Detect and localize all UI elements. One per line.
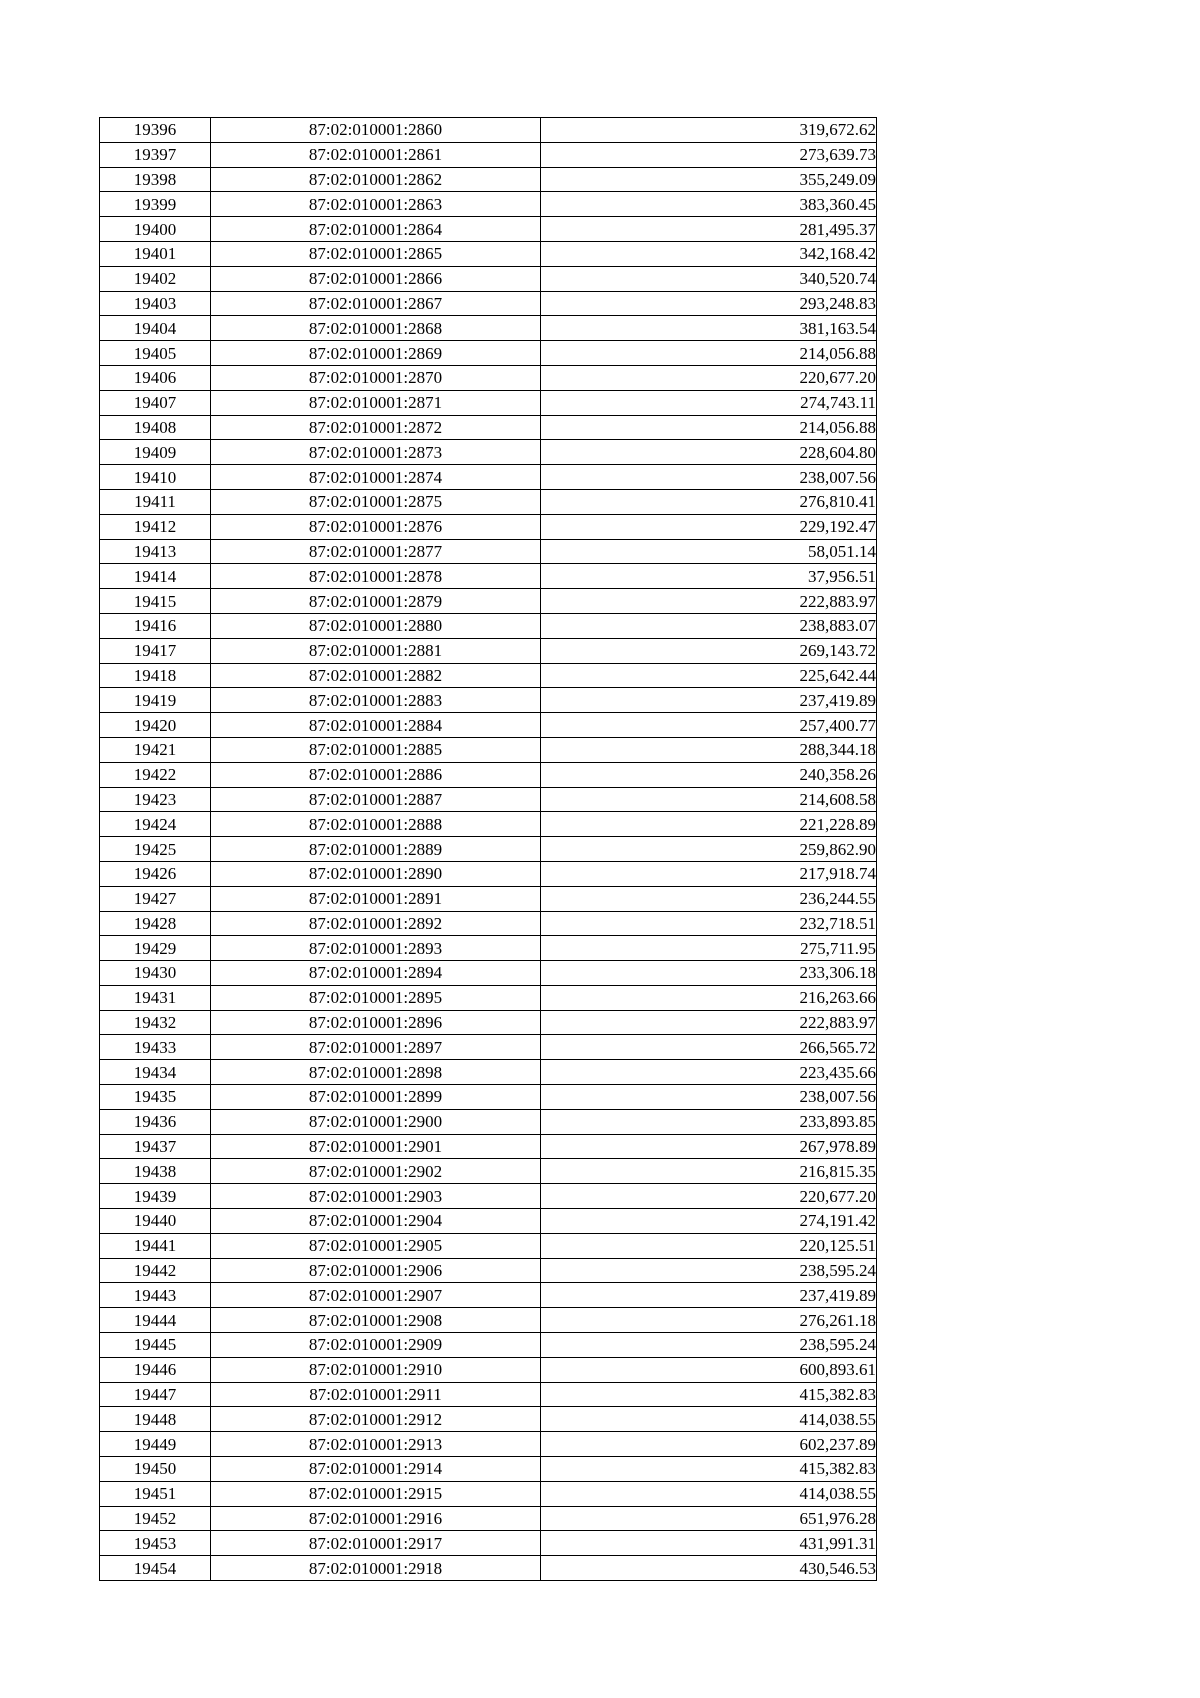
table-row [100,266,877,291]
cadastral-number-cell: 87:02:010001:2860 [211,118,541,143]
cadastral-value-cell: 233,306.18 [541,961,877,986]
cadastral-value-cell: 232,718.51 [541,911,877,936]
cadastral-number-cell: 87:02:010001:2865 [211,241,541,266]
cadastral-value-cell: 214,056.88 [541,341,877,366]
cadastral-value-cell: 267,978.89 [541,1134,877,1159]
cadastral-value-cell: 651,976.28 [541,1506,877,1531]
table-row [100,365,877,390]
cadastral-value-cell: 220,677.20 [541,365,877,390]
cadastral-value-table [99,117,877,1581]
row-number-cell: 19451 [100,1481,211,1506]
cadastral-value-cell: 217,918.74 [541,861,877,886]
cadastral-value-cell: 223,435.66 [541,1060,877,1085]
cadastral-number-cell: 87:02:010001:2862 [211,167,541,192]
table-row [100,316,877,341]
row-number-cell: 19453 [100,1531,211,1556]
table-row [100,1432,877,1457]
cadastral-value-cell: 228,604.80 [541,440,877,465]
row-number-cell: 19415 [100,589,211,614]
table-row [100,489,877,514]
cadastral-number-cell: 87:02:010001:2893 [211,936,541,961]
cadastral-number-cell: 87:02:010001:2892 [211,911,541,936]
cadastral-number-cell: 87:02:010001:2882 [211,663,541,688]
cadastral-value-cell: 222,883.97 [541,1010,877,1035]
cadastral-number-cell: 87:02:010001:2898 [211,1060,541,1085]
table-row [100,1060,877,1085]
row-number-cell: 19439 [100,1184,211,1209]
table-row [100,514,877,539]
cadastral-number-cell: 87:02:010001:2896 [211,1010,541,1035]
row-number-cell: 19443 [100,1283,211,1308]
row-number-cell: 19431 [100,985,211,1010]
cadastral-value-cell: 293,248.83 [541,291,877,316]
table-row [100,837,877,862]
table-row [100,1258,877,1283]
cadastral-value-cell: 237,419.89 [541,688,877,713]
row-number-cell: 19411 [100,489,211,514]
row-number-cell: 19452 [100,1506,211,1531]
row-number-cell: 19416 [100,613,211,638]
row-number-cell: 19401 [100,241,211,266]
cadastral-number-cell: 87:02:010001:2917 [211,1531,541,1556]
row-number-cell: 19410 [100,465,211,490]
table-row [100,1357,877,1382]
table-row [100,1035,877,1060]
row-number-cell: 19430 [100,961,211,986]
table-row [100,241,877,266]
cadastral-number-cell: 87:02:010001:2902 [211,1159,541,1184]
row-number-cell: 19422 [100,762,211,787]
row-number-cell: 19399 [100,192,211,217]
table-row [100,142,877,167]
table-row [100,713,877,738]
cadastral-number-cell: 87:02:010001:2891 [211,886,541,911]
cadastral-value-cell: 319,672.62 [541,118,877,143]
cadastral-number-cell: 87:02:010001:2863 [211,192,541,217]
cadastral-number-cell: 87:02:010001:2905 [211,1233,541,1258]
row-number-cell: 19448 [100,1407,211,1432]
cadastral-number-cell: 87:02:010001:2897 [211,1035,541,1060]
cadastral-number-cell: 87:02:010001:2914 [211,1457,541,1482]
cadastral-number-cell: 87:02:010001:2907 [211,1283,541,1308]
table-row [100,440,877,465]
table-row [100,1010,877,1035]
cadastral-number-cell: 87:02:010001:2867 [211,291,541,316]
cadastral-value-cell: 430,546.53 [541,1556,877,1581]
cadastral-number-cell: 87:02:010001:2872 [211,415,541,440]
row-number-cell: 19409 [100,440,211,465]
cadastral-number-cell: 87:02:010001:2866 [211,266,541,291]
cadastral-value-cell: 275,711.95 [541,936,877,961]
table-row [100,217,877,242]
table-row [100,663,877,688]
table-row [100,1556,877,1581]
cadastral-value-cell: 274,191.42 [541,1209,877,1234]
table-row [100,762,877,787]
row-number-cell: 19446 [100,1357,211,1382]
row-number-cell: 19419 [100,688,211,713]
cadastral-value-cell: 276,810.41 [541,489,877,514]
cadastral-number-cell: 87:02:010001:2910 [211,1357,541,1382]
row-number-cell: 19450 [100,1457,211,1482]
row-number-cell: 19442 [100,1258,211,1283]
row-number-cell: 19398 [100,167,211,192]
row-number-cell: 19445 [100,1333,211,1358]
table-row [100,341,877,366]
cadastral-number-cell: 87:02:010001:2880 [211,613,541,638]
cadastral-value-cell: 214,608.58 [541,787,877,812]
row-number-cell: 19423 [100,787,211,812]
table-row [100,861,877,886]
cadastral-number-cell: 87:02:010001:2877 [211,539,541,564]
cadastral-value-cell: 274,743.11 [541,390,877,415]
cadastral-value-cell: 281,495.37 [541,217,877,242]
row-number-cell: 19407 [100,390,211,415]
row-number-cell: 19397 [100,142,211,167]
row-number-cell: 19454 [100,1556,211,1581]
table-row [100,787,877,812]
table-row [100,1481,877,1506]
row-number-cell: 19435 [100,1085,211,1110]
cadastral-value-cell: 236,244.55 [541,886,877,911]
row-number-cell: 19408 [100,415,211,440]
table-row [100,1333,877,1358]
cadastral-number-cell: 87:02:010001:2899 [211,1085,541,1110]
cadastral-value-cell: 237,419.89 [541,1283,877,1308]
cadastral-number-cell: 87:02:010001:2890 [211,861,541,886]
table-row [100,638,877,663]
table-row [100,613,877,638]
table-row [100,961,877,986]
cadastral-number-cell: 87:02:010001:2900 [211,1109,541,1134]
cadastral-number-cell: 87:02:010001:2868 [211,316,541,341]
cadastral-value-cell: 229,192.47 [541,514,877,539]
cadastral-number-cell: 87:02:010001:2886 [211,762,541,787]
table-row [100,1233,877,1258]
row-number-cell: 19425 [100,837,211,862]
cadastral-value-cell: 225,642.44 [541,663,877,688]
cadastral-number-cell: 87:02:010001:2894 [211,961,541,986]
table-row [100,936,877,961]
cadastral-number-cell: 87:02:010001:2889 [211,837,541,862]
cadastral-value-cell: 216,815.35 [541,1159,877,1184]
table-body [100,118,877,1581]
cadastral-value-cell: 431,991.31 [541,1531,877,1556]
cadastral-number-cell: 87:02:010001:2901 [211,1134,541,1159]
cadastral-value-cell: 276,261.18 [541,1308,877,1333]
table-row [100,589,877,614]
row-number-cell: 19403 [100,291,211,316]
row-number-cell: 19417 [100,638,211,663]
table-row [100,1407,877,1432]
cadastral-value-cell: 340,520.74 [541,266,877,291]
cadastral-number-cell: 87:02:010001:2874 [211,465,541,490]
cadastral-number-cell: 87:02:010001:2888 [211,812,541,837]
cadastral-value-cell: 269,143.72 [541,638,877,663]
table-row [100,415,877,440]
row-number-cell: 19418 [100,663,211,688]
cadastral-number-cell: 87:02:010001:2869 [211,341,541,366]
table-row [100,167,877,192]
cadastral-number-cell: 87:02:010001:2876 [211,514,541,539]
cadastral-value-cell: 266,565.72 [541,1035,877,1060]
row-number-cell: 19406 [100,365,211,390]
cadastral-value-cell: 259,862.90 [541,837,877,862]
row-number-cell: 19432 [100,1010,211,1035]
cadastral-value-cell: 383,360.45 [541,192,877,217]
cadastral-value-cell: 381,163.54 [541,316,877,341]
cadastral-number-cell: 87:02:010001:2911 [211,1382,541,1407]
table-row [100,1085,877,1110]
row-number-cell: 19420 [100,713,211,738]
row-number-cell: 19402 [100,266,211,291]
cadastral-number-cell: 87:02:010001:2904 [211,1209,541,1234]
table-row [100,1134,877,1159]
cadastral-value-cell: 415,382.83 [541,1457,877,1482]
table-row [100,390,877,415]
row-number-cell: 19405 [100,341,211,366]
table-row [100,688,877,713]
row-number-cell: 19447 [100,1382,211,1407]
cadastral-number-cell: 87:02:010001:2883 [211,688,541,713]
cadastral-value-cell: 220,677.20 [541,1184,877,1209]
table-row [100,985,877,1010]
row-number-cell: 19436 [100,1109,211,1134]
cadastral-number-cell: 87:02:010001:2887 [211,787,541,812]
cadastral-value-cell: 355,249.09 [541,167,877,192]
table-row [100,812,877,837]
cadastral-value-cell: 602,237.89 [541,1432,877,1457]
row-number-cell: 19449 [100,1432,211,1457]
cadastral-number-cell: 87:02:010001:2879 [211,589,541,614]
cadastral-value-cell: 37,956.51 [541,564,877,589]
cadastral-number-cell: 87:02:010001:2864 [211,217,541,242]
row-number-cell: 19438 [100,1159,211,1184]
row-number-cell: 19441 [100,1233,211,1258]
row-number-cell: 19404 [100,316,211,341]
row-number-cell: 19429 [100,936,211,961]
table-row [100,1382,877,1407]
table-row [100,1184,877,1209]
cadastral-number-cell: 87:02:010001:2873 [211,440,541,465]
table-row [100,1308,877,1333]
table-row [100,1283,877,1308]
table-row [100,465,877,490]
table-row [100,291,877,316]
row-number-cell: 19428 [100,911,211,936]
cadastral-number-cell: 87:02:010001:2908 [211,1308,541,1333]
row-number-cell: 19440 [100,1209,211,1234]
cadastral-value-cell: 58,051.14 [541,539,877,564]
table-row [100,737,877,762]
table-row [100,911,877,936]
table-row [100,118,877,143]
cadastral-value-cell: 415,382.83 [541,1382,877,1407]
table-row [100,564,877,589]
table-row [100,1109,877,1134]
row-number-cell: 19412 [100,514,211,539]
row-number-cell: 19427 [100,886,211,911]
cadastral-value-cell: 220,125.51 [541,1233,877,1258]
table-row [100,886,877,911]
cadastral-number-cell: 87:02:010001:2916 [211,1506,541,1531]
cadastral-number-cell: 87:02:010001:2918 [211,1556,541,1581]
cadastral-number-cell: 87:02:010001:2870 [211,365,541,390]
row-number-cell: 19414 [100,564,211,589]
row-number-cell: 19434 [100,1060,211,1085]
cadastral-number-cell: 87:02:010001:2906 [211,1258,541,1283]
table-row [100,1209,877,1234]
cadastral-value-cell: 233,893.85 [541,1109,877,1134]
table-row [100,1457,877,1482]
table-row [100,1159,877,1184]
cadastral-number-cell: 87:02:010001:2885 [211,737,541,762]
table-row [100,192,877,217]
cadastral-value-cell: 222,883.97 [541,589,877,614]
cadastral-value-cell: 414,038.55 [541,1407,877,1432]
cadastral-number-cell: 87:02:010001:2909 [211,1333,541,1358]
cadastral-number-cell: 87:02:010001:2875 [211,489,541,514]
row-number-cell: 19444 [100,1308,211,1333]
row-number-cell: 19396 [100,118,211,143]
cadastral-number-cell: 87:02:010001:2871 [211,390,541,415]
cadastral-number-cell: 87:02:010001:2913 [211,1432,541,1457]
cadastral-number-cell: 87:02:010001:2884 [211,713,541,738]
cadastral-number-cell: 87:02:010001:2903 [211,1184,541,1209]
cadastral-value-cell: 221,228.89 [541,812,877,837]
cadastral-number-cell: 87:02:010001:2912 [211,1407,541,1432]
cadastral-value-cell: 273,639.73 [541,142,877,167]
cadastral-value-cell: 238,883.07 [541,613,877,638]
cadastral-value-cell: 238,595.24 [541,1258,877,1283]
cadastral-value-cell: 238,007.56 [541,465,877,490]
cadastral-number-cell: 87:02:010001:2881 [211,638,541,663]
row-number-cell: 19433 [100,1035,211,1060]
cadastral-number-cell: 87:02:010001:2878 [211,564,541,589]
row-number-cell: 19424 [100,812,211,837]
table-row [100,1506,877,1531]
row-number-cell: 19400 [100,217,211,242]
cadastral-value-cell: 238,007.56 [541,1085,877,1110]
cadastral-value-cell: 238,595.24 [541,1333,877,1358]
table-row [100,539,877,564]
cadastral-value-cell: 257,400.77 [541,713,877,738]
cadastral-number-cell: 87:02:010001:2895 [211,985,541,1010]
cadastral-value-cell: 342,168.42 [541,241,877,266]
row-number-cell: 19426 [100,861,211,886]
row-number-cell: 19437 [100,1134,211,1159]
cadastral-value-cell: 414,038.55 [541,1481,877,1506]
row-number-cell: 19421 [100,737,211,762]
cadastral-value-cell: 216,263.66 [541,985,877,1010]
cadastral-number-cell: 87:02:010001:2861 [211,142,541,167]
cadastral-value-cell: 240,358.26 [541,762,877,787]
table-row [100,1531,877,1556]
cadastral-value-cell: 214,056.88 [541,415,877,440]
cadastral-value-cell: 600,893.61 [541,1357,877,1382]
cadastral-number-cell: 87:02:010001:2915 [211,1481,541,1506]
cadastral-value-cell: 288,344.18 [541,737,877,762]
row-number-cell: 19413 [100,539,211,564]
